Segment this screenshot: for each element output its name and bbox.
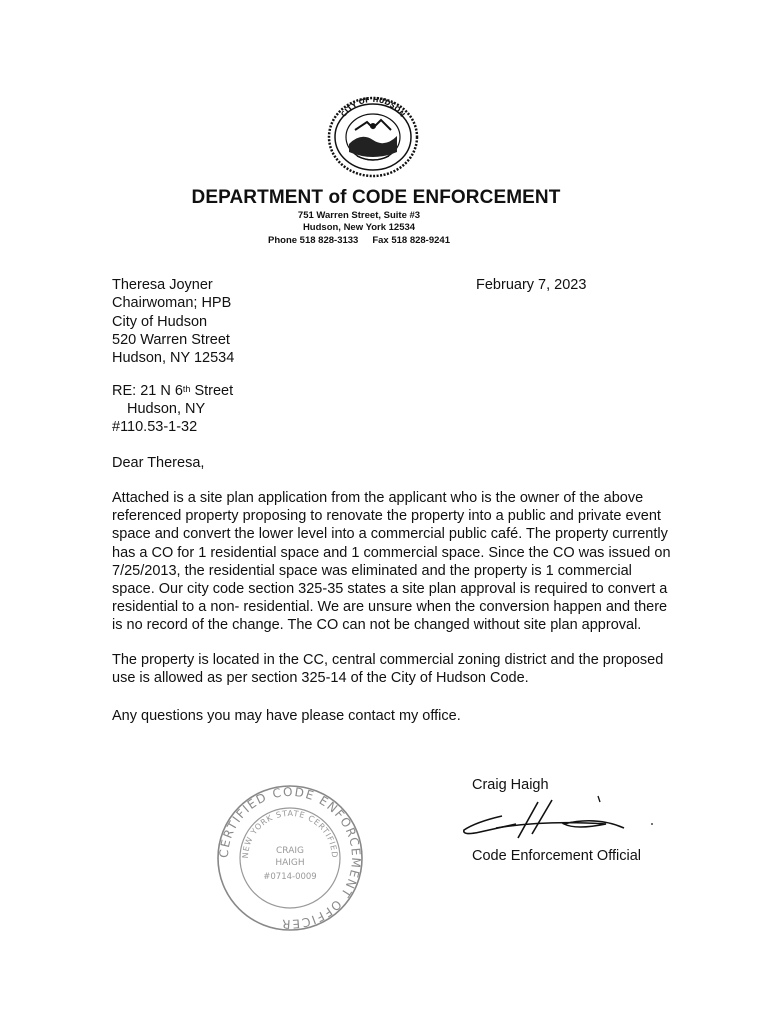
paragraph-line: has a CO for 1 residential space and 1 commercial space. Since the CO was issued on: [112, 544, 671, 561]
stamp-name-line1: CRAIG: [276, 846, 304, 856]
stamp-name-line2: HAIGH: [275, 858, 305, 868]
svg-text:CITY OF HUDSON: CITY OF HUDSON: [339, 96, 407, 119]
department-title: DEPARTMENT of CODE ENFORCEMENT: [191, 187, 561, 208]
stamp-id: #0714-0009: [263, 872, 317, 882]
letterhead-address-line2: Hudson, New York 12534: [302, 222, 416, 233]
recipient-organization: City of Hudson: [112, 313, 208, 330]
recipient-city: Hudson, NY 12534: [112, 350, 235, 367]
paragraph-line: referenced property proposing to renovate the property into a public and private event: [112, 508, 661, 525]
stamp-outer-text: CERTIFIED CODE ENFORCEMENT OFFICER: [216, 784, 364, 932]
city-seal-logo: [327, 96, 419, 178]
re-prefix: RE: 21 N 6: [112, 383, 183, 399]
paragraph-line: residential to a non- residential. We are unsure when the conversion happen and there: [112, 599, 668, 616]
paragraph-line: The property is located in the CC, central commercial zoning district and the proposed: [112, 652, 664, 668]
paragraph-line: is no record of the change. The CO can not be changed without site plan approval.: [112, 617, 642, 634]
recipient-title: Chairwoman; HPB: [112, 295, 232, 312]
signer-title: Code Enforcement Official: [472, 848, 641, 864]
signer-name: Craig Haigh: [472, 777, 549, 793]
salutation: Dear Theresa,: [112, 455, 205, 471]
re-superscript: th: [182, 384, 191, 394]
letterhead-phone: Phone 518 828-3133: [268, 235, 359, 246]
certified-officer-stamp: [215, 783, 365, 933]
recipient-name: Theresa Joyner: [112, 277, 213, 293]
re-line2: Hudson, NY: [127, 401, 206, 417]
re-block: [112, 382, 233, 436]
re-line1: [112, 382, 233, 400]
stamp-inner-ring-text: NEW YORK STATE CERTIFIED: [240, 808, 340, 859]
paragraph-line: space and convert the lower level into a commercial public café. The property currently: [112, 526, 668, 543]
paragraph-line: use is allowed as per section 325-14 of the City of Hudson Code.: [112, 670, 529, 687]
letter-date: February 7, 2023: [476, 277, 587, 293]
re-line3: #110.53-1-32: [112, 419, 198, 435]
letterhead-contact: [0, 235, 718, 247]
body-paragraph-1: [112, 489, 702, 635]
paragraph-line: Attached is a site plan application from the applicant who is the owner of the above: [112, 490, 644, 506]
paragraph-line: space. Our city code section 325-35 states a site plan approval is required to convert a: [112, 581, 668, 598]
body-paragraph-2: [112, 651, 702, 687]
recipient-street: 520 Warren Street: [112, 331, 230, 348]
paragraph-line: 7/25/2013, the residential space was eliminated and the property is 1 commercial: [112, 562, 632, 579]
letterhead-fax: Fax 518 828-9241: [372, 235, 450, 246]
recipient-block: [112, 276, 234, 367]
re-suffix: Street: [190, 383, 234, 399]
letterhead-address-line1: 751 Warren Street, Suite #3: [297, 210, 421, 221]
handwritten-signature: [456, 794, 656, 846]
body-paragraph-3: Any questions you may have please contact my office.: [112, 708, 461, 724]
